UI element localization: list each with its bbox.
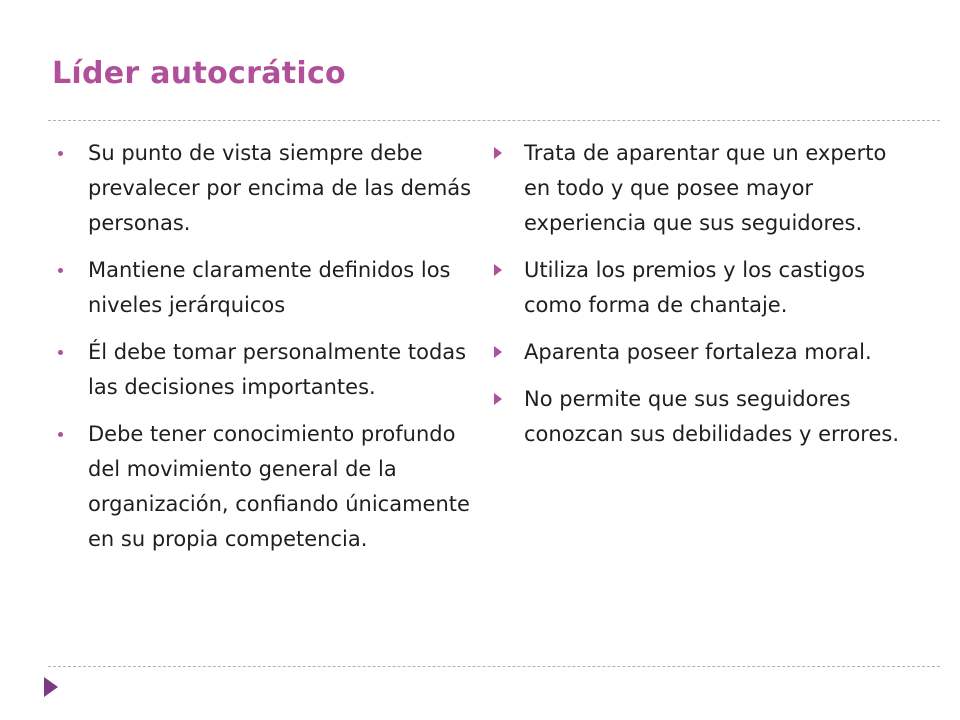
bullet-text: Debe tener conocimiento profundo del movimiento general de la organización, confiando únicamente en su propia competencia. bbox=[88, 422, 470, 551]
list-item bbox=[524, 136, 916, 241]
list-item bbox=[524, 253, 916, 323]
top-divider bbox=[48, 120, 940, 121]
triangle-bullet-icon bbox=[494, 147, 502, 159]
list-item bbox=[88, 335, 480, 405]
slide-title: Líder autocrático bbox=[52, 56, 346, 91]
bottom-divider bbox=[48, 666, 940, 667]
list-item bbox=[524, 382, 916, 452]
bullet-text: No permite que sus seguidores conozcan sus debilidades y errores. bbox=[524, 387, 900, 446]
list-item bbox=[88, 136, 480, 241]
dot-bullet-icon bbox=[58, 151, 63, 156]
dot-bullet-icon bbox=[58, 268, 63, 273]
bullet-text: Él debe tomar personalmente todas las decisiones importantes. bbox=[88, 340, 467, 399]
bullet-text: Trata de aparentar que un experto en todo y que posee mayor experiencia que sus seguidores. bbox=[524, 141, 887, 235]
list-item bbox=[524, 335, 916, 370]
list-item bbox=[88, 253, 480, 323]
dot-bullet-icon bbox=[58, 432, 63, 437]
triangle-right-icon bbox=[44, 677, 58, 697]
list-item bbox=[88, 417, 480, 557]
bullet-text: Aparenta poseer fortaleza moral. bbox=[524, 340, 872, 364]
triangle-bullet-icon bbox=[494, 393, 502, 405]
bullet-text: Mantiene claramente definidos los niveles jerárquicos bbox=[88, 258, 451, 317]
bullet-text: Utiliza los premios y los castigos como forma de chantaje. bbox=[524, 258, 866, 317]
dot-bullet-icon bbox=[58, 350, 63, 355]
triangle-bullet-icon bbox=[494, 346, 502, 358]
bullet-text: Su punto de vista siempre debe prevalecer por encima de las demás personas. bbox=[88, 141, 472, 235]
right-bullet-list bbox=[524, 136, 916, 464]
triangle-bullet-icon bbox=[494, 264, 502, 276]
left-bullet-list bbox=[88, 136, 480, 569]
